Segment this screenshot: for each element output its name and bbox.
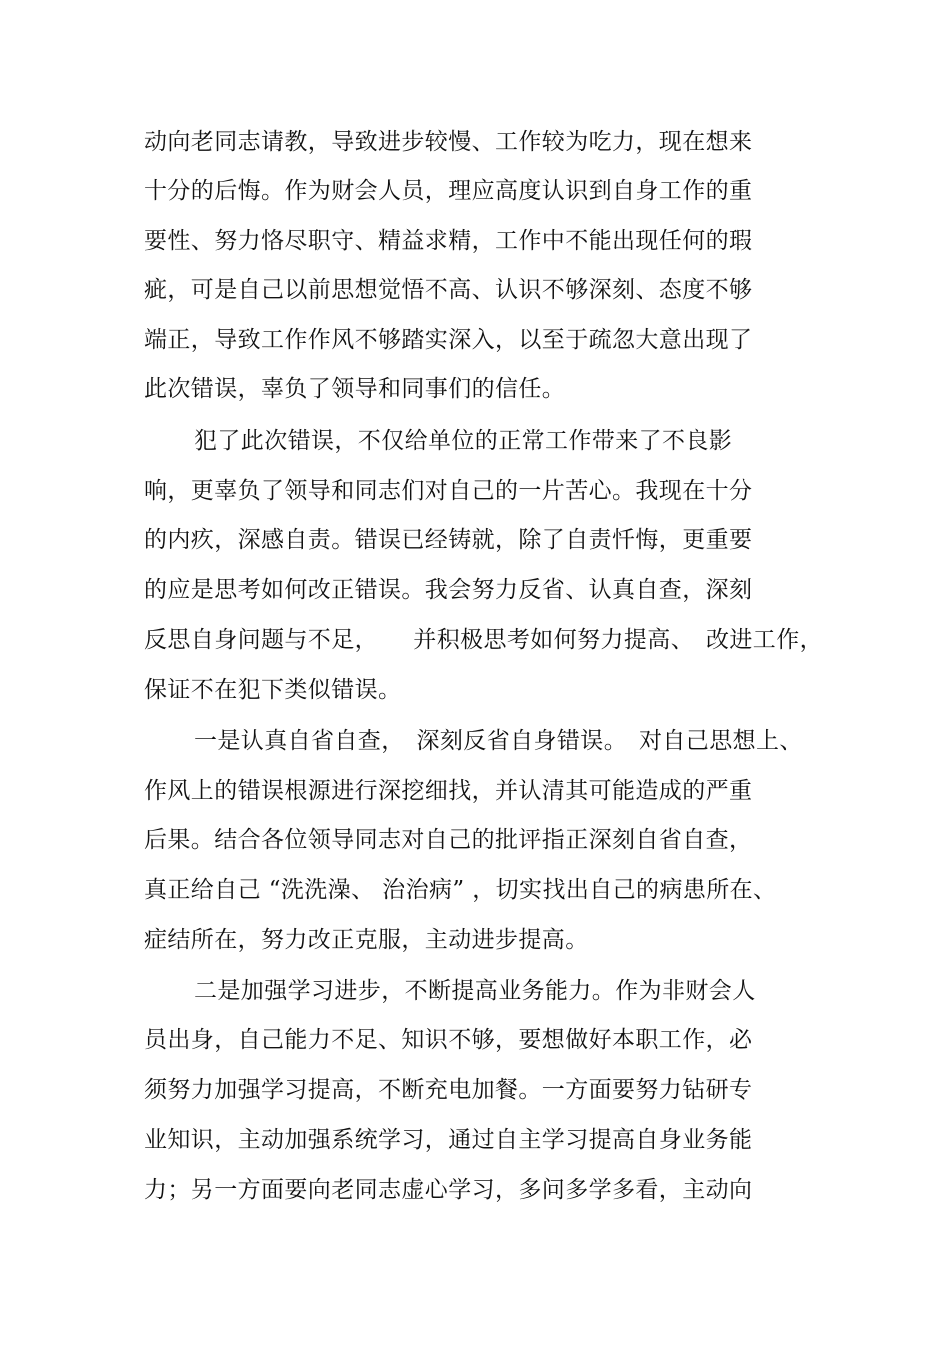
text-line: 作风上的错误根源进行深挖细找，并认清其可能造成的严重 — [144, 778, 753, 804]
paragraph-start-line: 犯了此次错误，不仅给单位的正常工作带来了不良影 — [194, 428, 733, 454]
text-line: 症结所在，努力改正克服，主动进步提高。 — [144, 927, 589, 953]
text-line: 保证不在犯下类似错误。 — [144, 677, 402, 703]
text-line: 十分的后悔。作为财会人员，理应高度认识到自身工作的重 — [144, 178, 753, 204]
text-line: 员出身，自己能力不足、知识不够，要想做好本职工作，必 — [144, 1027, 753, 1053]
text-line: 的内疚，深感自责。错误已经铸就，除了自责忏悔，更重要 — [144, 527, 753, 553]
text-line: 反思自身问题与不足， 并积极思考如何努力提高、 改进工作， — [144, 627, 823, 653]
text-line: 端正，导致工作作风不够踏实深入，以至于疏忽大意出现了 — [144, 327, 753, 353]
text-line: 要性、努力恪尽职守、精益求精，工作中不能出现任何的瑕 — [144, 228, 753, 254]
text-line: 此次错误，辜负了领导和同事们的信任。 — [144, 376, 566, 402]
paragraph-start-line: 一是认真自省自查， 深刻反省自身错误。 对自己思想上、 — [194, 728, 803, 754]
text-line: 真正给自己 “洗洗澡、 治治病” ，切实找出自己的病患所在、 — [144, 877, 777, 903]
text-line: 动向老同志请教，导致进步较慢、工作较为吃力，现在想来 — [144, 129, 753, 155]
text-line: 的应是思考如何改正错误。我会努力反省、认真自查，深刻 — [144, 577, 753, 603]
text-line: 须努力加强学习提高，不断充电加餐。一方面要努力钻研专 — [144, 1077, 753, 1103]
text-line: 后果。结合各位领导同志对自己的批评指正深刻自省自查， — [144, 827, 753, 853]
text-line: 力；另一方面要向老同志虚心学习，多问多学多看，主动向 — [144, 1177, 753, 1203]
text-line: 响，更辜负了领导和同志们对自己的一片苦心。我现在十分 — [144, 478, 753, 504]
paragraph-start-line: 二是加强学习进步，不断提高业务能力。作为非财会人 — [194, 978, 756, 1004]
text-line: 业知识，主动加强系统学习，通过自主学习提高自身业务能 — [144, 1127, 753, 1153]
text-line: 疵，可是自己以前思想觉悟不高、认识不够深刻、态度不够 — [144, 277, 753, 303]
